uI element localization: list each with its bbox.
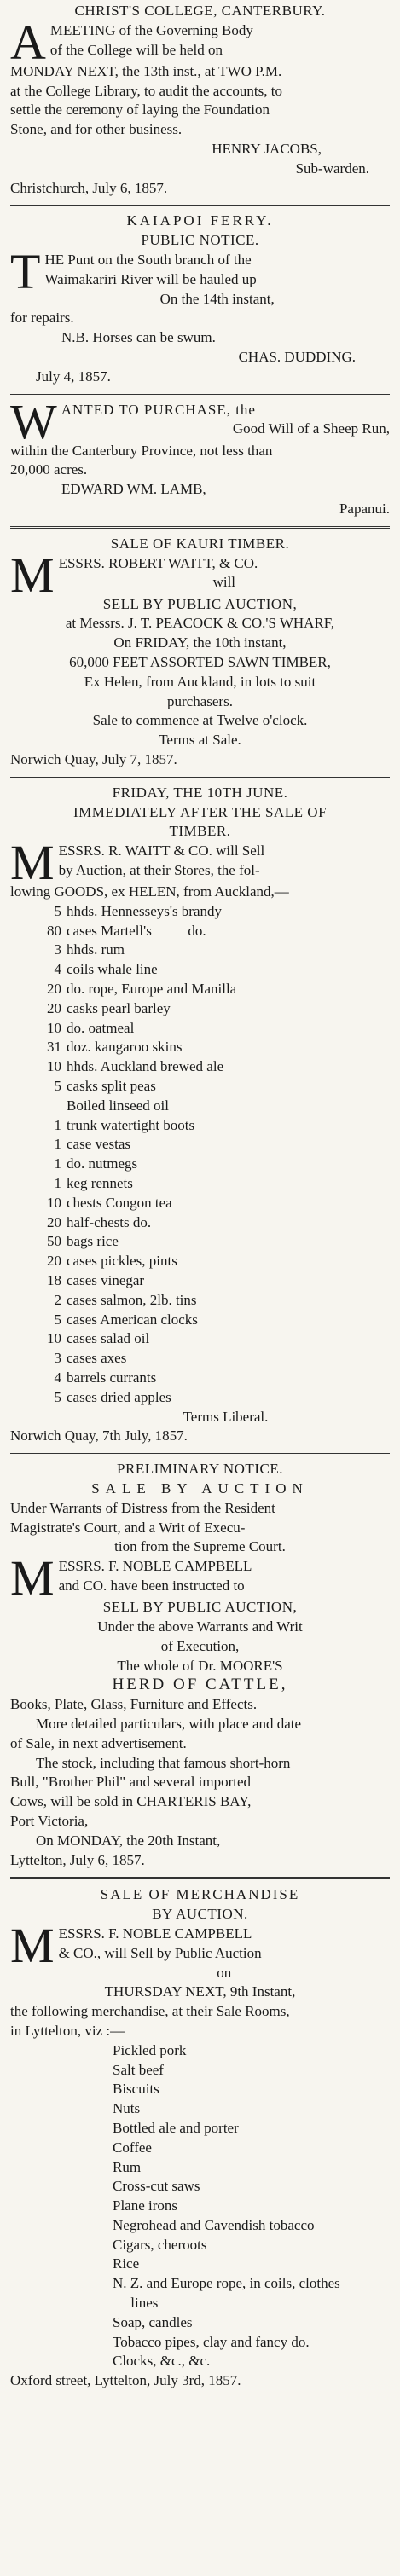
list-item [10,1388,390,1408]
text-line: for repairs. [10,310,74,327]
text-line: Under Warrants of Distress from the Resident [10,1499,275,1516]
divider [10,205,390,206]
item-quantity: 10 [47,1330,61,1347]
text-line: SELL BY PUBLIC AUCTION, [102,595,298,612]
list-item: Bottled ale and porter [113,2119,239,2136]
list-item: Nuts [113,2100,141,2117]
item-description: hhds. Auckland brewed ale [67,1058,224,1075]
ad-sale-kauri-timber [10,535,390,770]
text-line: purchasers. [167,692,233,709]
text-line: and CO. have been instructed to [58,1577,245,1594]
list-item [10,1038,390,1057]
ad-waitt-goods [10,784,390,1447]
item-description: cases dried apples [67,1388,171,1405]
text-line: MEETING of the Governing Body [49,21,253,38]
ad-title: TIMBER. [169,823,231,840]
list-item [10,1252,390,1271]
item-description: coils whale line [67,961,158,978]
list-item [10,922,390,941]
drop-cap: M [10,1550,55,1606]
ad-title: SALE OF MERCHANDISE [100,1886,300,1903]
list-item [10,1349,390,1369]
signer: EDWARD WM. LAMB, [61,481,206,498]
list-item [10,1155,390,1174]
item-quantity: 20 [47,999,61,1016]
item-description: cases American clocks [67,1311,198,1328]
signer: HENRY JACOBS, [212,140,322,157]
dateline: July 4, 1857. [36,368,111,385]
list-item [10,1311,390,1330]
text-line: ESSRS. ROBERT WAITT, & CO. [58,554,258,571]
list-item: Cross-cut saws [113,2178,200,2195]
text-line: of the College will be held on [49,41,223,58]
item-quantity: 20 [47,1213,61,1230]
item-description: doz. kangaroo skins [67,1039,183,1056]
text-line: More detailed particulars, with place and date [36,1715,302,1732]
list-item: N. Z. and Europe rope, in coils, clothes [113,2275,340,2292]
text-line: ESSRS. R. WAITT & CO. will Sell [58,842,265,860]
list-item: Cigars, cheroots [113,2236,207,2253]
item-quantity: 10 [47,1019,61,1036]
list-item [10,999,390,1019]
text-line: on [217,1964,232,1981]
text-line: SELL BY PUBLIC AUCTION, [102,1599,298,1616]
item-quantity: 1 [54,1175,61,1192]
text-line: ANTED TO PURCHASE, the [61,401,256,418]
list-item: Soap, candles [113,2313,193,2330]
text-line: Terms at Sale. [159,732,241,749]
item-description: casks pearl barley [67,999,171,1016]
text-line: 20,000 acres. [10,461,88,478]
item-quantity: 20 [47,981,61,998]
item-description: cases vinegar [67,1272,145,1289]
item-quantity: 4 [54,961,61,978]
ad-preliminary-notice [10,1460,390,1870]
item-description: trunk watertight boots [67,1116,195,1133]
list-item: Coffee [113,2139,152,2156]
list-item [10,980,390,999]
list-item [10,1329,390,1349]
text-line: MONDAY NEXT, the 13th inst., at TWO P.M. [10,62,282,79]
signer: CHAS. DUDDING. [238,348,356,365]
text-line: Bull, "Brother Phil" and several imported [10,1774,252,1791]
text-line: at the College Library, to audit the accounts, to [10,82,282,99]
merchandise-list [10,2041,390,2372]
item-quantity: 2 [54,1291,61,1308]
text-line: HERD OF CATTLE, [112,1676,288,1694]
ad-title: SALE BY AUCTION [91,1480,309,1496]
list-item: Rice [113,2255,140,2272]
item-description: bags rice [67,1233,119,1250]
list-item [10,1174,390,1194]
text-line: Sale to commence at Twelve o'clock. [92,712,308,729]
text-line: Under the above Warrants and Writ [97,1618,303,1635]
item-quantity: 3 [54,1350,61,1367]
text-line: Waimakariri River will be hauled up [44,270,257,287]
drop-cap: M [10,1917,55,1973]
list-item: Biscuits [113,2081,159,2098]
list-item [10,1291,390,1311]
item-quantity: 80 [47,922,61,939]
text-line: Books, Plate, Glass, Furniture and Effects. [10,1696,258,1713]
item-description: cases pickles, pints [67,1253,177,1270]
item-description: half-chests do. [67,1213,152,1230]
item-quantity: 31 [47,1039,61,1056]
signer-role: Sub-warden. [295,159,369,177]
list-item [10,1271,390,1291]
text-line: Good Will of a Sheep Run, [232,420,390,437]
list-item [10,902,390,922]
text-line: lowing GOODS, ex HELEN, from Auckland,— [10,883,289,900]
list-item: Salt beef [113,2061,164,2078]
item-description: casks split peas [67,1078,156,1095]
item-quantity: 18 [47,1272,61,1289]
drop-cap: T [10,243,41,299]
list-item: Plane irons [113,2197,178,2214]
text-line: THURSDAY NEXT, 9th Instant, [104,1983,296,2000]
text-line: in Lyttelton, viz :— [10,2022,125,2039]
list-item: lines [113,2295,159,2312]
list-item [10,1057,390,1077]
item-quantity: 4 [54,1369,61,1386]
item-description: keg rennets [67,1175,133,1192]
list-item [10,960,390,980]
divider [10,1877,390,1879]
item-quantity: 10 [47,1194,61,1211]
note: N.B. Horses can be swum. [61,329,216,346]
list-item [10,1019,390,1039]
ad-title: CHRIST'S COLLEGE, CANTERBURY. [74,3,326,19]
ad-title: PRELIMINARY NOTICE. [117,1461,283,1478]
ad-sale-merchandise [10,1885,390,2391]
item-description: hhds. Hennesseys's brandy [67,902,223,919]
dateline: Norwich Quay, 7th July, 1857. [10,1427,188,1444]
text-line: Stone, and for other business. [10,121,183,138]
list-item [10,1097,390,1116]
dateline: Lyttelton, July 6, 1857. [10,1851,145,1868]
item-description: Boiled linseed oil [67,1097,169,1114]
text-line: On the 14th instant, [159,290,275,307]
list-item: Clocks, &c., &c. [113,2353,211,2370]
ad-christs-college [10,0,390,198]
item-description: do. nutmegs [67,1155,138,1172]
list-item: Rum [113,2158,142,2175]
text-line: Magistrate's Court, and a Writ of Execu- [10,1519,246,1536]
text-line: 60,000 FEET ASSORTED SAWN TIMBER, [69,653,331,670]
ad-subtitle: PUBLIC NOTICE. [141,232,259,249]
text-line: HE Punt on the South branch of the [44,251,252,268]
ad-title: BY AUCTION. [152,1906,248,1923]
ad-wanted-to-purchase [10,393,390,519]
list-item [10,1232,390,1252]
divider [10,1453,390,1454]
dateline: Oxford street, Lyttelton, July 3rd, 1857. [10,2372,241,2389]
drop-cap: M [10,835,55,891]
text-line: of Sale, in next advertisement. [10,1734,187,1751]
text-line: within the Canterbury Province, not less than [10,442,273,459]
item-quantity: 10 [47,1058,61,1075]
item-description: cases salmon, 2lb. tins [67,1291,197,1308]
text-line: the following merchandise, at their Sale Rooms, [10,2003,290,2020]
divider [10,526,390,529]
text-line: Port Victoria, [10,1812,89,1829]
list-item [10,1213,390,1233]
text-line: & CO., will Sell by Public Auction [58,1944,262,1961]
drop-cap: W [10,393,57,449]
text-line: Cows, will be sold in CHARTERIS BAY, [10,1793,252,1810]
text-line: ESSRS. F. NOBLE CAMPBELL [58,1558,252,1575]
goods-list [10,902,390,1408]
list-item [10,941,390,960]
text-line: tion from the Supreme Court. [114,1538,286,1555]
text-line: settle the ceremony of laying the Foundation [10,101,270,119]
ad-title: FRIDAY, THE 10TH JUNE. [112,784,288,801]
item-description: chests Congon tea [67,1194,172,1211]
ad-title: KAIAPOI FERRY. [126,212,274,229]
ad-kaiapoi-ferry [10,211,390,386]
item-description: cases salad oil [67,1330,150,1347]
item-description: case vestas [67,1136,131,1153]
text-line: The whole of Dr. MOORE'S [117,1657,283,1674]
text-line: Ex Helen, from Auckland, in lots to suit [84,673,316,690]
item-description: hhds. rum [67,941,125,958]
item-quantity: 1 [54,1155,61,1172]
item-quantity: 20 [47,1253,61,1270]
item-quantity: 5 [54,902,61,919]
text-line: ESSRS. F. NOBLE CAMPBELL [58,1925,252,1942]
ad-title: IMMEDIATELY AFTER THE SALE OF [72,803,328,820]
list-item [10,1116,390,1136]
item-description: cases Martell's do. [67,922,206,939]
drop-cap: A [10,14,46,70]
text-line: On MONDAY, the 20th Instant, [36,1832,221,1849]
list-item: Negrohead and Cavendish tobacco [113,2216,315,2233]
list-item [10,1369,390,1388]
list-item [10,1135,390,1155]
text-line: of Execution, [160,1637,240,1654]
item-quantity: 3 [54,941,61,958]
text-line: by Auction, at their Stores, the fol- [58,861,260,878]
list-item: Tobacco pipes, clay and fancy do. [113,2333,310,2350]
list-item [10,1194,390,1213]
ad-title: SALE OF KAURI TIMBER. [110,535,290,552]
divider [10,777,390,778]
text-line: at Messrs. J. T. PEACOCK & CO.'S WHARF, [65,615,335,632]
text-line: will [212,574,236,591]
dateline: Norwich Quay, July 7, 1857. [10,750,177,767]
list-item: Pickled pork [113,2041,187,2058]
place: Papanui. [339,500,390,517]
dateline: Christchurch, July 6, 1857. [10,179,168,196]
item-description: barrels currants [67,1369,157,1386]
item-quantity: 1 [54,1136,61,1153]
item-description: cases axes [67,1350,127,1367]
item-quantity: 5 [54,1311,61,1328]
item-description: do. oatmeal [67,1019,135,1036]
divider [10,394,390,395]
item-quantity: 1 [54,1116,61,1133]
terms: Terms Liberal. [183,1408,269,1425]
text-line: On FRIDAY, the 10th instant, [113,634,287,651]
item-quantity: 5 [54,1078,61,1095]
text-line: The stock, including that famous short-horn [36,1754,291,1771]
item-quantity: 5 [54,1388,61,1405]
list-item [10,1077,390,1097]
item-quantity: 50 [47,1233,61,1250]
drop-cap: M [10,547,55,603]
item-description: do. rope, Europe and Manilla [67,981,237,998]
